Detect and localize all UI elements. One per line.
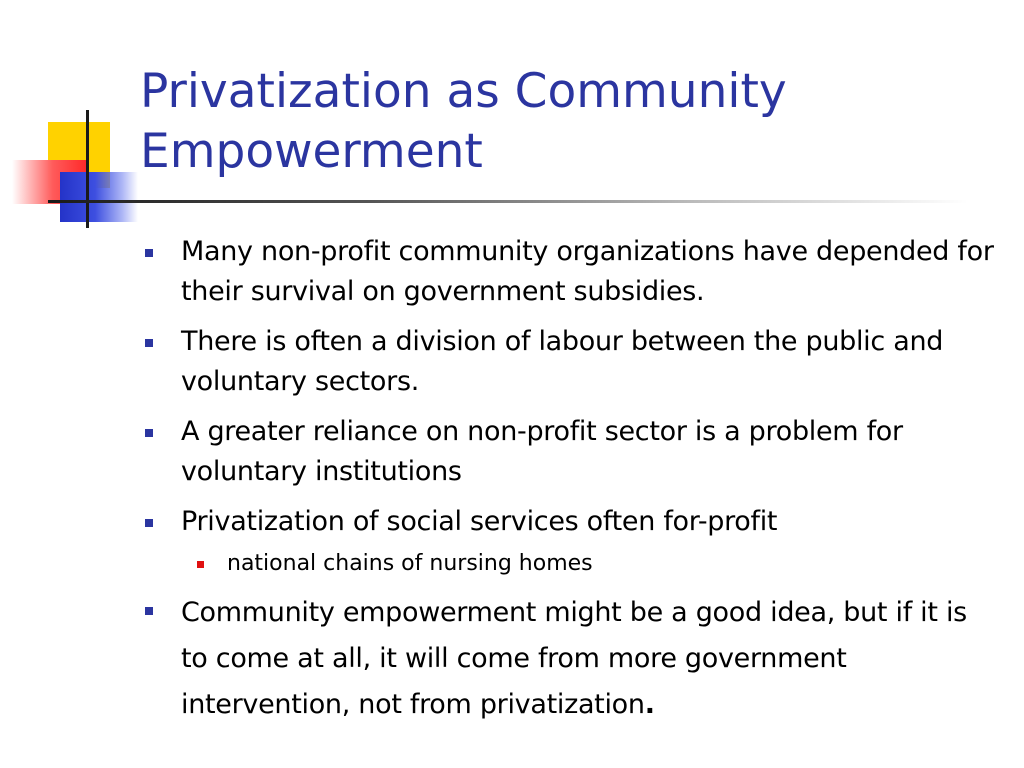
bullet-text: Privatization of social services often for-profit xyxy=(181,506,778,537)
bullet-text: There is often a division of labour between the public and voluntary sectors. xyxy=(181,326,944,397)
title-underline-rule xyxy=(48,200,968,203)
title-line-2: Empowerment xyxy=(140,124,483,179)
bullet-text-period: . xyxy=(644,689,655,720)
bullet-item xyxy=(140,412,1000,492)
blue-square xyxy=(60,172,138,222)
square-bullet-icon xyxy=(145,607,153,615)
title-line-1: Privatization as Community xyxy=(140,64,787,119)
square-bullet-icon xyxy=(145,519,153,527)
bullet-item xyxy=(140,590,1000,728)
square-bullet-icon xyxy=(145,339,153,347)
square-bullet-icon xyxy=(145,249,153,257)
bullet-item xyxy=(140,322,1000,402)
slide-title xyxy=(140,62,1000,182)
sub-bullet-text: national chains of nursing homes xyxy=(227,551,593,576)
bullet-list xyxy=(140,232,1000,738)
bullet-item xyxy=(140,502,1000,542)
vertical-rule xyxy=(86,110,89,228)
sub-bullet-item xyxy=(140,548,1000,580)
bullet-text: Many non-profit community organizations have depended for their survival on government subsidies. xyxy=(181,236,994,307)
bullet-text: A greater reliance on non-profit sector is a problem for voluntary institutions xyxy=(181,416,903,487)
bullet-item xyxy=(140,232,1000,312)
red-square-bullet-icon xyxy=(197,561,204,568)
decorative-logo xyxy=(0,0,160,240)
bullet-text: Community empowerment might be a good idea, but if it is to come at all, it will come from more government intervention, not from privatization xyxy=(181,597,967,720)
square-bullet-icon xyxy=(145,429,153,437)
